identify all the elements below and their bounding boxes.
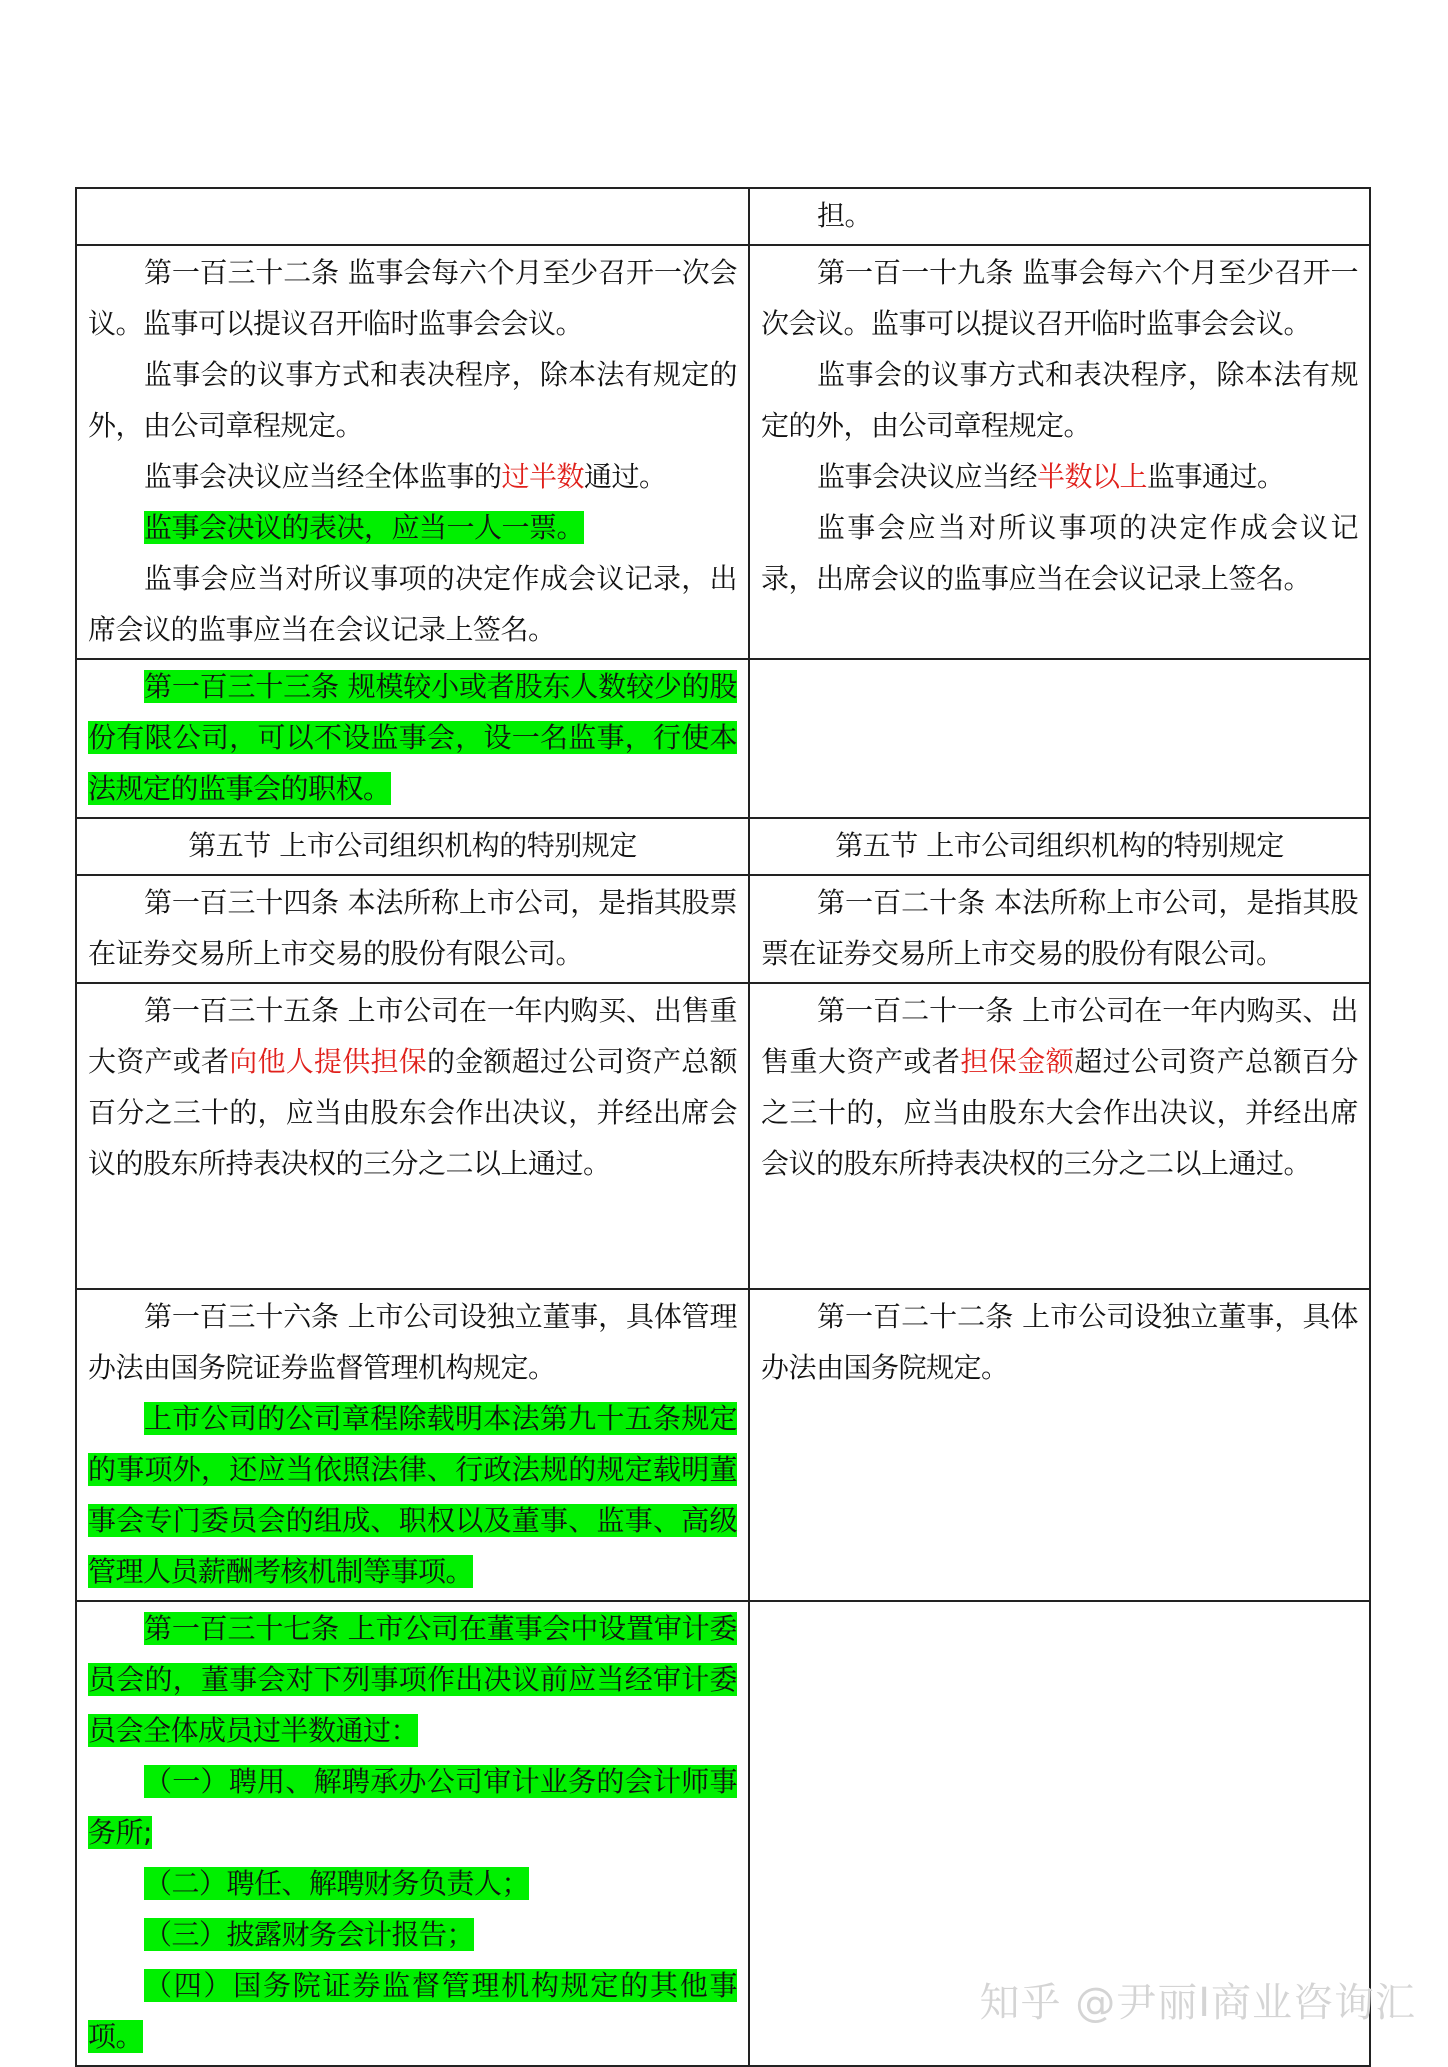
clause-paragraph bbox=[88, 1858, 737, 1909]
clause-paragraph bbox=[88, 502, 737, 553]
changed-text: 担保金额 bbox=[960, 1045, 1075, 1078]
clause-paragraph bbox=[88, 451, 737, 502]
text-segment: 监事会应当对所议事项的决定作成会议记录，出席会议的监事应当在会议记录上签名。 bbox=[761, 511, 1358, 595]
changed-text: 过半数 bbox=[501, 460, 585, 493]
text-segment: 第五节 上市公司组织机构的特别规定 bbox=[835, 829, 1284, 862]
clause-paragraph bbox=[761, 190, 1358, 241]
clause-paragraph bbox=[88, 661, 737, 814]
text-segment: 第一百三十四条 本法所称上市公司，是指其股票在证券交易所上市交易的股份有限公司。 bbox=[88, 886, 737, 970]
table-row bbox=[76, 875, 1370, 983]
text-segment: 第一百一十九条 监事会每六个月至少召开一次会议。监事可以提议召开临时监事会会议。 bbox=[761, 256, 1358, 340]
clause-paragraph bbox=[88, 1960, 737, 2062]
left-cell bbox=[76, 188, 749, 245]
text-segment: 通过。 bbox=[584, 460, 667, 493]
clause-paragraph bbox=[88, 349, 737, 451]
added-text: 第一百三十三条 规模较小或者股东人数较少的股份有限公司，可以不设监事会，设一名监事，行使本法规定的监事会的职权。 bbox=[88, 670, 737, 805]
changed-text: 向他人提供担保 bbox=[229, 1045, 427, 1078]
table-row bbox=[76, 1289, 1370, 1601]
clause-paragraph bbox=[761, 877, 1358, 979]
table-row bbox=[76, 983, 1370, 1289]
left-cell bbox=[76, 875, 749, 983]
table-row bbox=[76, 659, 1370, 818]
added-text: （三）披露财务会计报告； bbox=[144, 1918, 475, 1951]
text-segment: 监事会的议事方式和表决程序，除本法有规定的外，由公司章程规定。 bbox=[761, 358, 1358, 442]
text-segment: 第一百三十五条 上市公司在一年内购买、出售重大资产或者 bbox=[88, 994, 737, 1078]
right-cell bbox=[749, 245, 1370, 659]
text-segment: 监事通过。 bbox=[1147, 460, 1285, 493]
clause-paragraph bbox=[88, 1756, 737, 1858]
left-cell bbox=[76, 983, 749, 1289]
right-cell bbox=[749, 875, 1370, 983]
clause-paragraph bbox=[88, 877, 737, 979]
table-row bbox=[76, 188, 1370, 245]
clause-paragraph bbox=[88, 985, 737, 1189]
text-segment: 监事会的议事方式和表决程序，除本法有规定的外，由公司章程规定。 bbox=[88, 358, 737, 442]
table-row bbox=[76, 818, 1370, 875]
clause-paragraph bbox=[761, 985, 1358, 1189]
text-segment: 的金额超过公司资产总额百分之三十的，应当由股东会作出决议，并经出席会议的股东所持表决权的三分之二以上通过。 bbox=[88, 1045, 737, 1180]
text-segment: 第五节 上市公司组织机构的特别规定 bbox=[188, 829, 637, 862]
added-text: 上市公司的公司章程除载明本法第九十五条规定的事项外，还应当依照法律、行政法规的规定载明董事会专门委员会的组成、职权以及董事、监事、高级管理人员薪酬考核机制等事项。 bbox=[88, 1402, 737, 1588]
added-text: 监事会决议的表决，应当一人一票。 bbox=[144, 511, 585, 544]
added-text: （四）国务院证券监督管理机构规定的其他事项。 bbox=[88, 1969, 737, 2053]
clause-paragraph bbox=[88, 1393, 737, 1597]
text-segment: 第一百三十二条 监事会每六个月至少召开一次会议。监事可以提议召开临时监事会会议。 bbox=[88, 256, 737, 340]
left-cell bbox=[76, 659, 749, 818]
text-segment: 超过公司资产总额百分之三十的，应当由股东大会作出决议，并经出席会议的股东所持表决权的三分之二以上通过。 bbox=[761, 1045, 1358, 1180]
text-segment: 第一百二十条 本法所称上市公司，是指其股票在证券交易所上市交易的股份有限公司。 bbox=[761, 886, 1358, 970]
text-segment: 监事会决议应当经全体监事的 bbox=[144, 460, 502, 493]
left-cell bbox=[76, 1289, 749, 1601]
right-cell bbox=[749, 818, 1370, 875]
clause-paragraph bbox=[761, 349, 1358, 451]
clause-paragraph bbox=[88, 1291, 737, 1393]
right-cell bbox=[749, 1289, 1370, 1601]
text-segment: 担。 bbox=[817, 199, 873, 232]
text-segment: 第一百二十一条 上市公司在一年内购买、出售重大资产或者 bbox=[761, 994, 1358, 1078]
clause-paragraph bbox=[761, 1291, 1358, 1393]
clause-paragraph bbox=[761, 451, 1358, 502]
right-cell bbox=[749, 983, 1370, 1289]
left-cell bbox=[76, 245, 749, 659]
clause-paragraph bbox=[761, 247, 1358, 349]
text-segment: 监事会应当对所议事项的决定作成会议记录，出席会议的监事应当在会议记录上签名。 bbox=[88, 562, 737, 646]
comparison-table-body bbox=[76, 188, 1370, 2066]
left-cell bbox=[76, 1601, 749, 2066]
clause-paragraph bbox=[761, 502, 1358, 604]
clause-paragraph bbox=[88, 1603, 737, 1756]
added-text: （二）聘任、解聘财务负责人； bbox=[144, 1867, 530, 1900]
table-row bbox=[76, 245, 1370, 659]
text-segment: 第一百二十二条 上市公司设独立董事，具体办法由国务院规定。 bbox=[761, 1300, 1358, 1384]
section-title bbox=[761, 820, 1358, 871]
watermark: 知乎 @尹丽I商业咨询汇 bbox=[979, 1980, 1416, 2026]
clause-paragraph bbox=[88, 553, 737, 655]
added-text: （一）聘用、解聘承办公司审计业务的会计师事务所; bbox=[88, 1765, 737, 1849]
added-text: 第一百三十七条 上市公司在董事会中设置审计委员会的，董事会对下列事项作出决议前应当经审计委员会全体成员过半数通过： bbox=[88, 1612, 737, 1747]
comparison-table bbox=[75, 187, 1371, 2067]
text-segment: 第一百三十六条 上市公司设独立董事，具体管理办法由国务院证券监督管理机构规定。 bbox=[88, 1300, 737, 1384]
section-title bbox=[88, 820, 737, 871]
changed-text: 半数以上 bbox=[1037, 460, 1148, 493]
right-cell bbox=[749, 188, 1370, 245]
right-cell bbox=[749, 659, 1370, 818]
clause-paragraph bbox=[88, 247, 737, 349]
clause-paragraph bbox=[88, 1909, 737, 1960]
left-cell bbox=[76, 818, 749, 875]
text-segment: 监事会决议应当经 bbox=[817, 460, 1038, 493]
